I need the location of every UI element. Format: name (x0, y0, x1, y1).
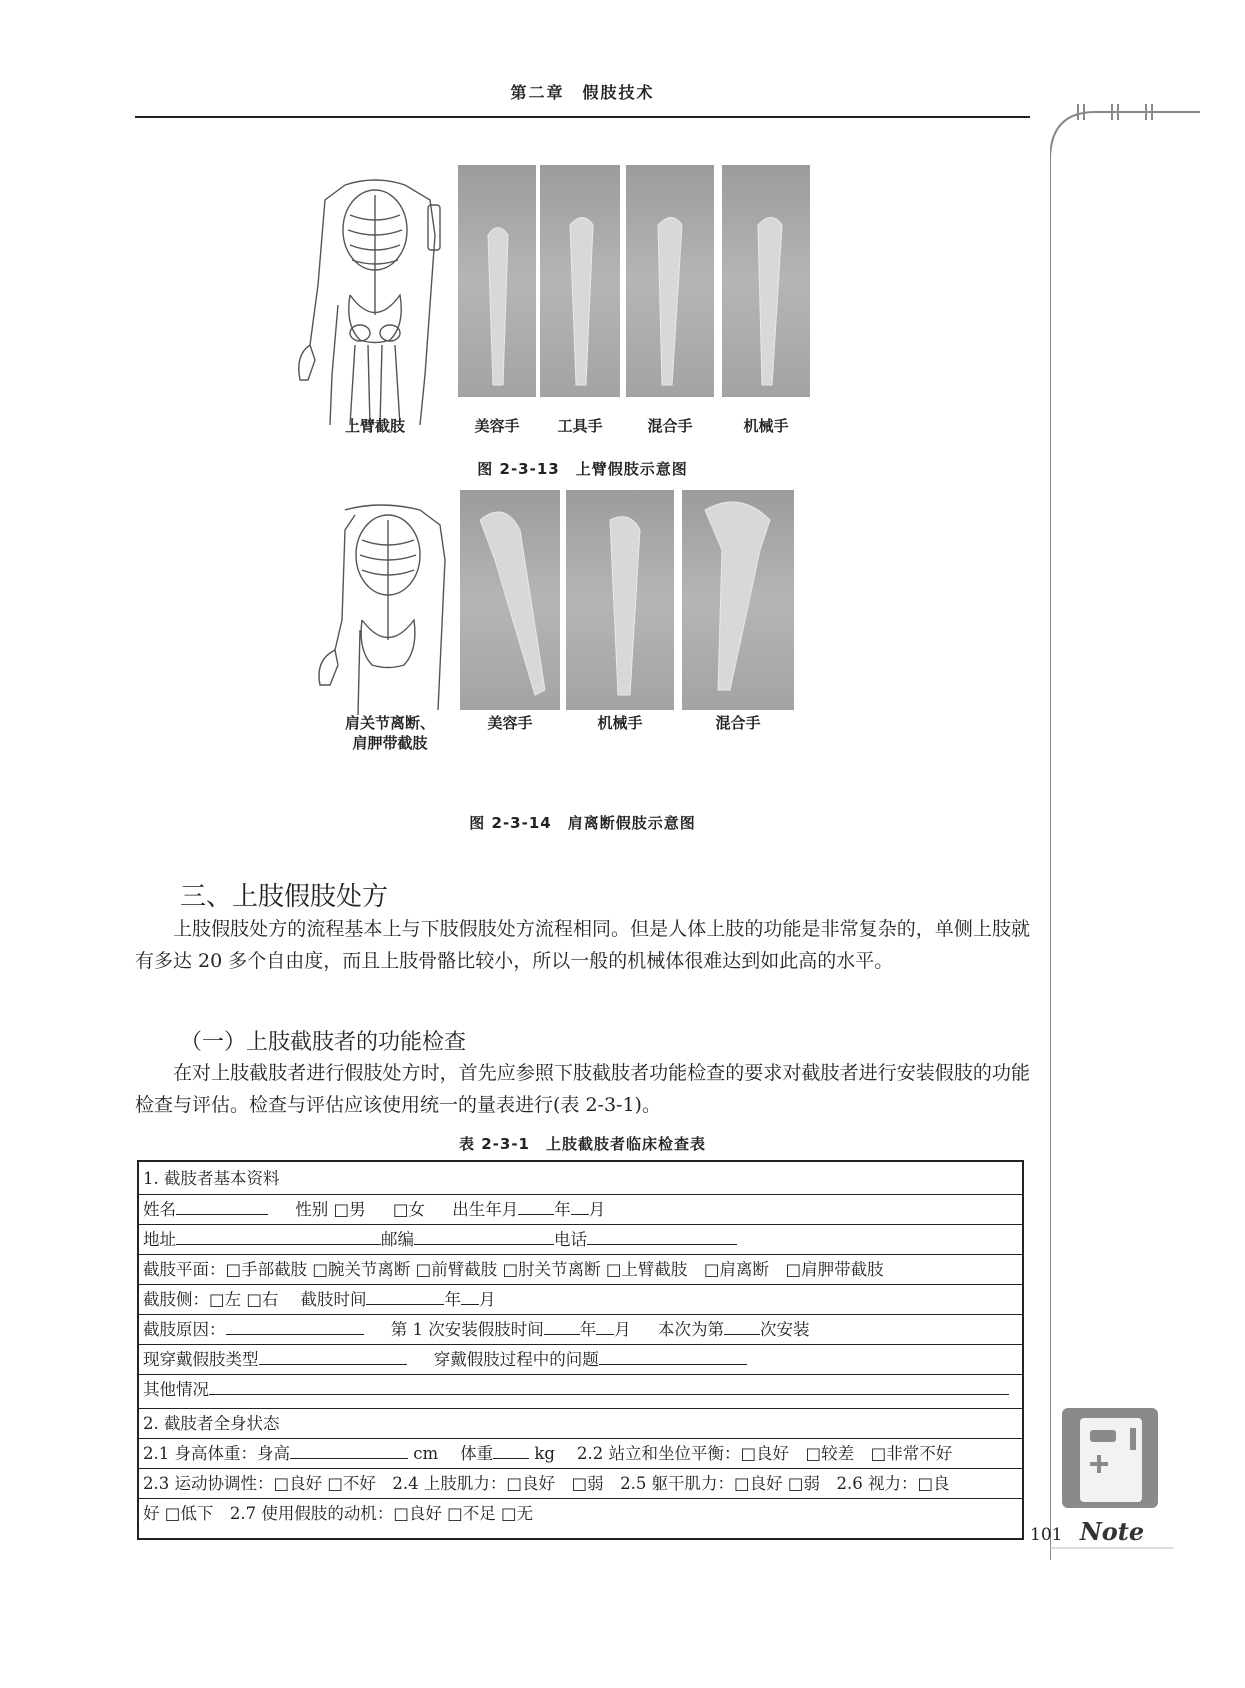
header-rule (135, 116, 1030, 118)
page-number: 101 (1030, 1525, 1063, 1545)
section-1-title: 1. 截肢者基本资料 (143, 1169, 280, 1188)
label-shoulder-line2: 肩胛带截肢 (352, 734, 428, 752)
label-mechanical-2: 机械手 (597, 714, 643, 732)
row-current-type: 现穿戴假肢类型 穿戴假肢过程中的问题 (143, 1345, 1018, 1374)
figure-2-3-14 (300, 500, 860, 790)
label-mechanical: 机械手 (743, 417, 789, 435)
label-cosmetic: 美容手 (474, 417, 520, 435)
prosthesis-silhouettes-2 (460, 490, 794, 710)
label-cosmetic-2: 美容手 (487, 714, 533, 732)
install-count-field[interactable] (724, 1316, 760, 1335)
running-header: 第二章 假肢技术 (510, 83, 655, 102)
row-amputation-level: 截肢平面：□手部截肢 □腕关节离断 □前臂截肢 □肘关节离断 □上臂截肢 □肩离断 □肩胛带截肢 (143, 1260, 884, 1279)
row-other: 其他情况 (143, 1375, 1018, 1404)
note-icon (1062, 1408, 1158, 1508)
amputation-month-field[interactable] (461, 1286, 479, 1305)
current-type-field[interactable] (259, 1346, 407, 1365)
first-fit-month-field[interactable] (596, 1316, 614, 1335)
postcode-field[interactable] (414, 1226, 554, 1245)
row-coordination: 2.3 运动协调性：□良好 □不好 2.4 上肢肌力：□良好 □弱 2.5 躯干肌力：□良好 □弱 2.6 视力：□良 (143, 1474, 950, 1493)
label-above-elbow: 上臂截肢 (344, 417, 405, 435)
paragraph-2: 在对上肢截肢者进行假肢处方时，首先应参照下肢截肢者功能检查的要求对截肢者进行安装假肢的功能检查与评估。检查与评估应该使用统一的量表进行(表 2-3-1)。 (135, 1062, 1030, 1116)
skeleton-illustration-2 (300, 500, 460, 715)
row-address: 地址 邮编 电话 (143, 1225, 1018, 1254)
row-motivation: 好 □低下 2.7 使用假肢的动机：□良好 □不足 □无 (143, 1504, 534, 1523)
row-amputation-side: 截肢侧：□左 □右 截肢时间 年 月 (143, 1285, 1018, 1314)
name-field[interactable] (176, 1196, 268, 1215)
figure-caption-13: 图 2-3-13 上臂假肢示意图 (477, 460, 688, 478)
row-cause: 截肢原因： 第 1 次安装假肢时间 年 月 本次为第 次安装 (143, 1315, 1018, 1344)
row-name: 姓名 性别 □男 □女 出生年月 年 月 (143, 1195, 1018, 1224)
subsection-heading: （一）上肢截肢者的功能检查 (180, 1030, 467, 1055)
other-field[interactable] (209, 1376, 1009, 1395)
table-caption: 表 2-3-1 上肢截肢者临床检查表 (459, 1135, 706, 1153)
skeleton-illustration (290, 175, 460, 430)
figure-2-3-13 (290, 175, 860, 445)
section-2-title: 2. 截肢者全身状态 (143, 1414, 280, 1433)
label-hybrid-2: 混合手 (715, 714, 761, 732)
cause-field[interactable] (226, 1316, 364, 1335)
label-hybrid: 混合手 (647, 417, 693, 435)
clinical-exam-table (137, 1160, 1024, 1540)
birth-month-field[interactable] (571, 1196, 589, 1215)
height-field[interactable] (290, 1440, 408, 1459)
label-tool: 工具手 (557, 417, 603, 435)
note-label: Note (1079, 1517, 1145, 1546)
phone-field[interactable] (587, 1226, 737, 1245)
address-field[interactable] (176, 1226, 381, 1245)
section-heading: 三、上肢假肢处方 (180, 882, 389, 912)
figure-caption-14: 图 2-3-14 肩离断假肢示意图 (469, 814, 696, 832)
prosthesis-silhouettes (458, 165, 810, 397)
paragraph-1: 上肢假肢处方的流程基本上与下肢假肢处方流程相同。但是人体上肢的功能是非常复杂的，单侧上肢就有多达 20 多个自由度，而且上肢骨骼比较小，所以一般的机械体很难达到如此高的水平。 (135, 918, 1030, 972)
birth-year-field[interactable] (518, 1196, 554, 1215)
label-shoulder-line1: 肩关节离断、 (344, 714, 435, 732)
weight-field[interactable] (493, 1440, 529, 1459)
amputation-year-field[interactable] (366, 1286, 444, 1305)
problems-field[interactable] (599, 1346, 747, 1365)
side-decoration (1050, 100, 1200, 1560)
first-fit-year-field[interactable] (544, 1316, 580, 1335)
row-height-weight: 2.1 身高体重：身高 cm 体重 kg 2.2 站立和坐位平衡：□良好 □较差 □非常不好 (143, 1439, 1018, 1468)
